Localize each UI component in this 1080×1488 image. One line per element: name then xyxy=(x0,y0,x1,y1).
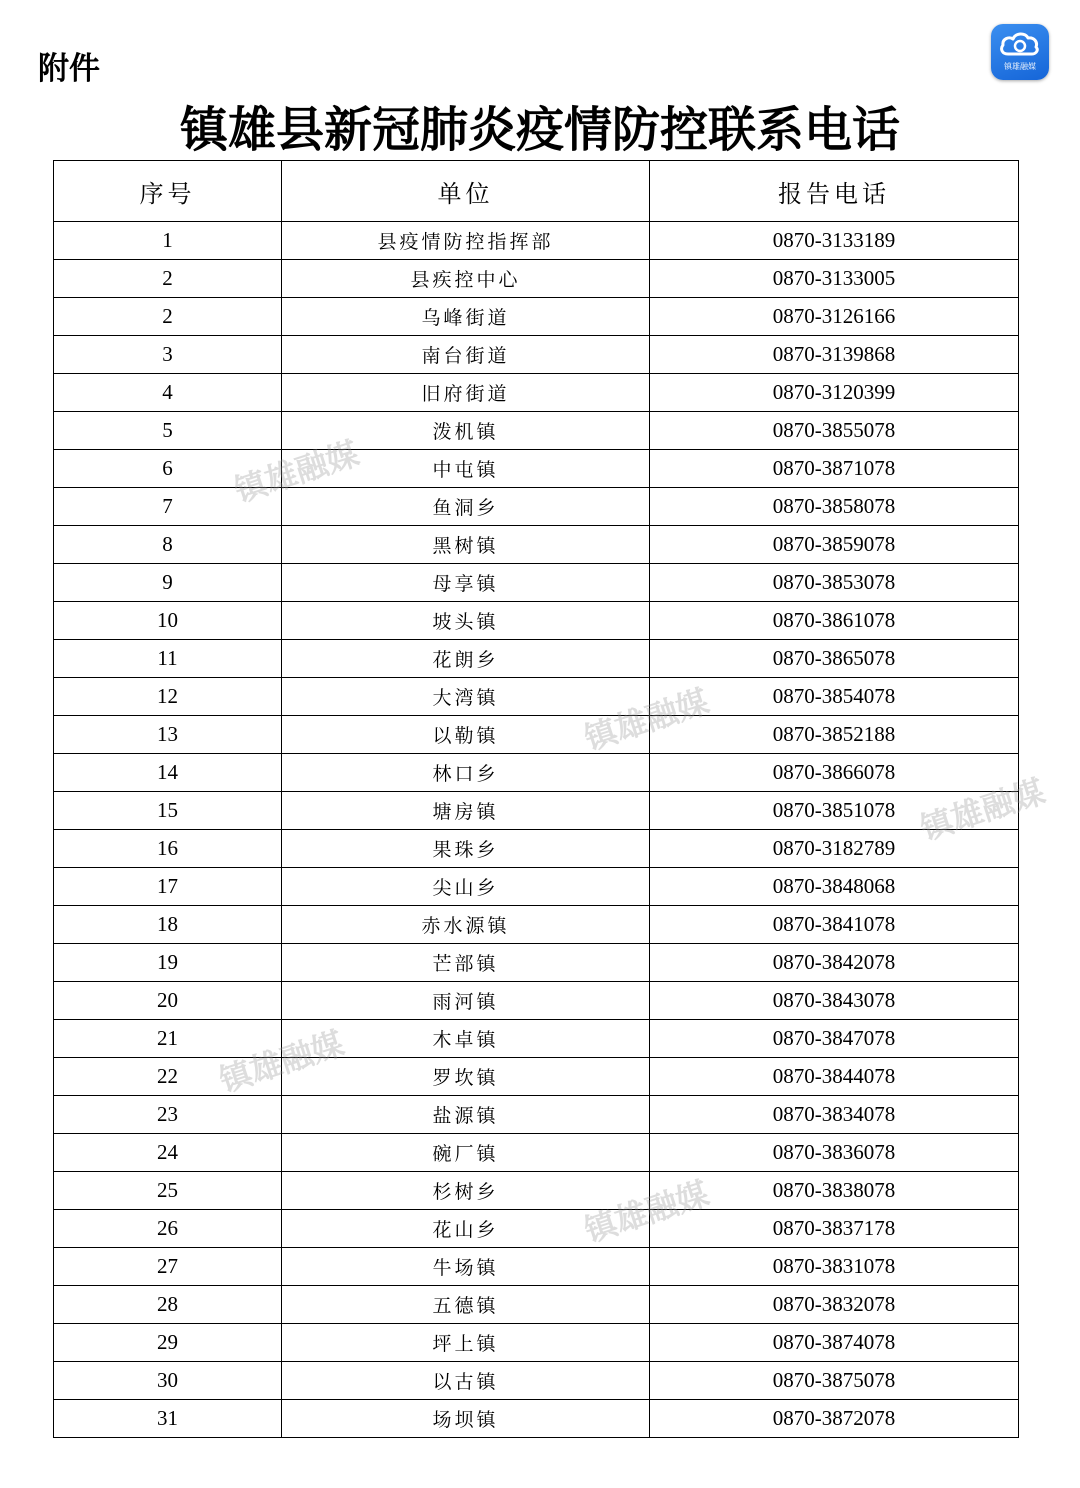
table-row xyxy=(54,1248,1019,1286)
table-row xyxy=(54,906,1019,944)
table-row xyxy=(54,526,1019,564)
row-phone: 0870-3133005 xyxy=(650,260,1019,298)
row-unit: 五德镇 xyxy=(282,1286,650,1324)
table-row xyxy=(54,602,1019,640)
watermark: 镇雄融媒 xyxy=(579,682,714,758)
table-row xyxy=(54,982,1019,1020)
table-row xyxy=(54,1172,1019,1210)
watermark: 镇雄融媒 xyxy=(579,1174,714,1250)
cloud-icon xyxy=(991,24,1049,64)
row-number: 18 xyxy=(54,906,282,944)
row-unit: 坪上镇 xyxy=(282,1324,650,1362)
row-unit: 林口乡 xyxy=(282,754,650,792)
table-row xyxy=(54,1134,1019,1172)
row-phone: 0870-3861078 xyxy=(650,602,1019,640)
watermark: 镇雄融媒 xyxy=(915,772,1050,848)
table-header-row xyxy=(54,161,1019,222)
table-row xyxy=(54,1400,1019,1438)
row-unit: 母享镇 xyxy=(282,564,650,602)
logo xyxy=(991,24,1049,80)
row-unit: 中屯镇 xyxy=(282,450,650,488)
row-unit: 赤水源镇 xyxy=(282,906,650,944)
table-row xyxy=(54,944,1019,982)
row-number: 12 xyxy=(54,678,282,716)
row-phone: 0870-3844078 xyxy=(650,1058,1019,1096)
row-phone: 0870-3133189 xyxy=(650,222,1019,260)
row-phone: 0870-3837178 xyxy=(650,1210,1019,1248)
row-unit: 果珠乡 xyxy=(282,830,650,868)
table-row xyxy=(54,754,1019,792)
row-number: 23 xyxy=(54,1096,282,1134)
table-row xyxy=(54,640,1019,678)
row-phone: 0870-3836078 xyxy=(650,1134,1019,1172)
table-row xyxy=(54,1324,1019,1362)
table-row xyxy=(54,564,1019,602)
row-unit: 以勒镇 xyxy=(282,716,650,754)
table-row xyxy=(54,1286,1019,1324)
table-row xyxy=(54,1096,1019,1134)
row-phone: 0870-3851078 xyxy=(650,792,1019,830)
row-unit: 鱼洞乡 xyxy=(282,488,650,526)
row-unit: 场坝镇 xyxy=(282,1400,650,1438)
row-phone: 0870-3847078 xyxy=(650,1020,1019,1058)
row-unit: 县疫情防控指挥部 xyxy=(282,222,650,260)
row-phone: 0870-3874078 xyxy=(650,1324,1019,1362)
table-row xyxy=(54,1210,1019,1248)
table-row xyxy=(54,222,1019,260)
row-phone: 0870-3852188 xyxy=(650,716,1019,754)
row-number: 25 xyxy=(54,1172,282,1210)
row-unit: 尖山乡 xyxy=(282,868,650,906)
row-unit: 杉树乡 xyxy=(282,1172,650,1210)
row-number: 26 xyxy=(54,1210,282,1248)
row-unit: 盐源镇 xyxy=(282,1096,650,1134)
row-number: 10 xyxy=(54,602,282,640)
row-number: 1 xyxy=(54,222,282,260)
row-number: 13 xyxy=(54,716,282,754)
row-number: 15 xyxy=(54,792,282,830)
page-title: 镇雄县新冠肺炎疫情防控联系电话 xyxy=(179,102,900,158)
row-number: 29 xyxy=(54,1324,282,1362)
row-phone: 0870-3838078 xyxy=(650,1172,1019,1210)
table-row xyxy=(54,716,1019,754)
row-unit: 花朗乡 xyxy=(282,640,650,678)
table-row xyxy=(54,1058,1019,1096)
row-unit: 旧府街道 xyxy=(282,374,650,412)
row-phone: 0870-3872078 xyxy=(650,1400,1019,1438)
row-phone: 0870-3853078 xyxy=(650,564,1019,602)
table-row xyxy=(54,260,1019,298)
row-number: 2 xyxy=(54,260,282,298)
row-phone: 0870-3865078 xyxy=(650,640,1019,678)
row-phone: 0870-3854078 xyxy=(650,678,1019,716)
row-number: 22 xyxy=(54,1058,282,1096)
table-row xyxy=(54,1020,1019,1058)
row-unit: 黑树镇 xyxy=(282,526,650,564)
row-number: 14 xyxy=(54,754,282,792)
row-number: 8 xyxy=(54,526,282,564)
row-number: 28 xyxy=(54,1286,282,1324)
row-phone: 0870-3866078 xyxy=(650,754,1019,792)
row-unit: 罗坎镇 xyxy=(282,1058,650,1096)
row-phone: 0870-3120399 xyxy=(650,374,1019,412)
row-number: 5 xyxy=(54,412,282,450)
row-unit: 雨河镇 xyxy=(282,982,650,1020)
row-number: 27 xyxy=(54,1248,282,1286)
row-phone: 0870-3842078 xyxy=(650,944,1019,982)
row-number: 24 xyxy=(54,1134,282,1172)
row-unit: 碗厂镇 xyxy=(282,1134,650,1172)
row-phone: 0870-3139868 xyxy=(650,336,1019,374)
attachment-label: 附件 xyxy=(38,51,100,87)
table-row xyxy=(54,868,1019,906)
row-phone: 0870-3841078 xyxy=(650,906,1019,944)
row-number: 4 xyxy=(54,374,282,412)
row-phone: 0870-3871078 xyxy=(650,450,1019,488)
row-phone: 0870-3834078 xyxy=(650,1096,1019,1134)
row-number: 3 xyxy=(54,336,282,374)
row-number: 17 xyxy=(54,868,282,906)
row-unit: 泼机镇 xyxy=(282,412,650,450)
watermark: 镇雄融媒 xyxy=(229,434,364,510)
row-phone: 0870-3182789 xyxy=(650,830,1019,868)
column-header-phone: 报告电话 xyxy=(650,161,1019,222)
row-phone: 0870-3848068 xyxy=(650,868,1019,906)
table-row xyxy=(54,678,1019,716)
row-number: 20 xyxy=(54,982,282,1020)
column-header-no: 序号 xyxy=(54,161,282,222)
row-phone: 0870-3832078 xyxy=(650,1286,1019,1324)
row-phone: 0870-3126166 xyxy=(650,298,1019,336)
row-phone: 0870-3859078 xyxy=(650,526,1019,564)
row-unit: 大湾镇 xyxy=(282,678,650,716)
logo-text: 镇雄融媒 xyxy=(1004,62,1036,71)
row-number: 21 xyxy=(54,1020,282,1058)
table-row xyxy=(54,450,1019,488)
row-number: 31 xyxy=(54,1400,282,1438)
row-number: 16 xyxy=(54,830,282,868)
row-unit: 芒部镇 xyxy=(282,944,650,982)
row-unit: 乌峰街道 xyxy=(282,298,650,336)
row-unit: 南台街道 xyxy=(282,336,650,374)
row-phone: 0870-3831078 xyxy=(650,1248,1019,1286)
row-number: 7 xyxy=(54,488,282,526)
row-number: 19 xyxy=(54,944,282,982)
row-phone: 0870-3858078 xyxy=(650,488,1019,526)
row-number: 30 xyxy=(54,1362,282,1400)
table-row xyxy=(54,374,1019,412)
table-row xyxy=(54,488,1019,526)
table-row xyxy=(54,412,1019,450)
table-row xyxy=(54,298,1019,336)
row-unit: 花山乡 xyxy=(282,1210,650,1248)
row-unit: 牛场镇 xyxy=(282,1248,650,1286)
row-number: 6 xyxy=(54,450,282,488)
row-number: 9 xyxy=(54,564,282,602)
contact-table xyxy=(53,160,1019,1438)
table-row xyxy=(54,336,1019,374)
row-unit: 塘房镇 xyxy=(282,792,650,830)
row-number: 11 xyxy=(54,640,282,678)
row-unit: 木卓镇 xyxy=(282,1020,650,1058)
watermark: 镇雄融媒 xyxy=(214,1024,349,1100)
row-number: 2 xyxy=(54,298,282,336)
row-phone: 0870-3855078 xyxy=(650,412,1019,450)
column-header-unit: 单位 xyxy=(282,161,650,222)
row-unit: 以古镇 xyxy=(282,1362,650,1400)
table-row xyxy=(54,1362,1019,1400)
row-phone: 0870-3875078 xyxy=(650,1362,1019,1400)
table-row xyxy=(54,830,1019,868)
row-unit: 坡头镇 xyxy=(282,602,650,640)
row-phone: 0870-3843078 xyxy=(650,982,1019,1020)
row-unit: 县疾控中心 xyxy=(282,260,650,298)
table-row xyxy=(54,792,1019,830)
